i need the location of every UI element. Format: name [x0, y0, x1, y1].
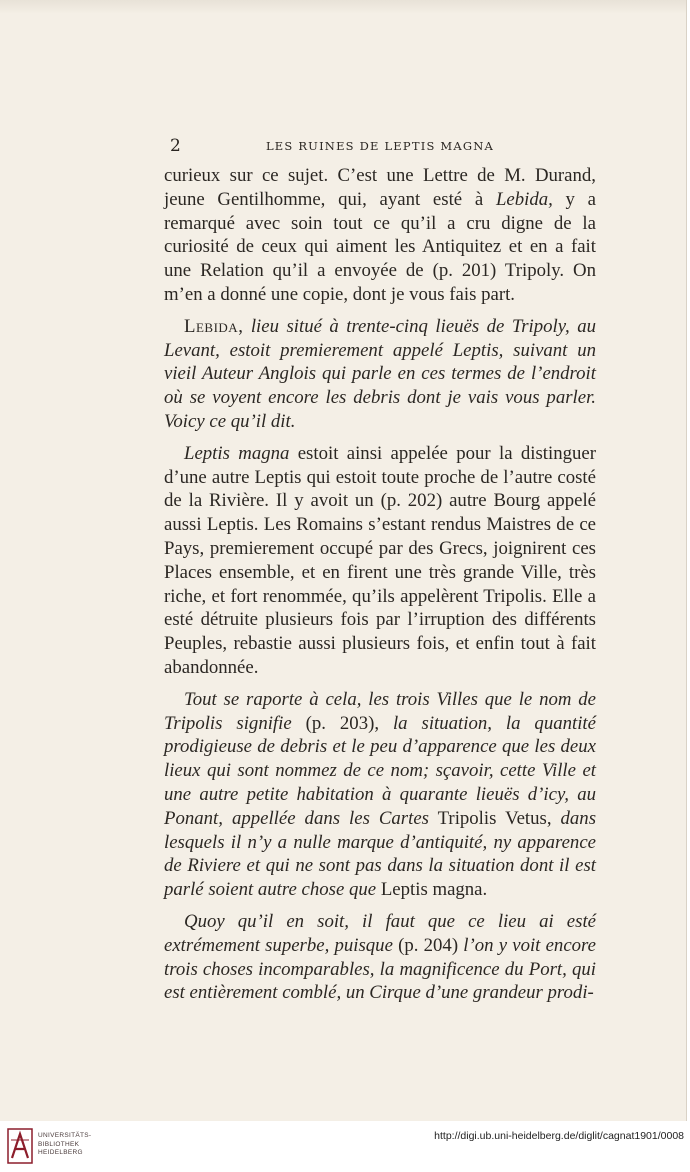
paragraph-2 — [164, 315, 596, 434]
library-name-line-3: HEIDELBERG — [38, 1149, 83, 1156]
paragraph-4-part-a: Tout se raporte à cela, les trois Villes que le nom de Tripolis signifie — [164, 688, 596, 734]
paragraph-5-part-a: Quoy qu’il en soit, il faut que ce lieu ai esté extrémement superbe, puisque — [164, 910, 596, 956]
viewer-footer — [0, 1121, 690, 1172]
paragraph-4-part-f: Leptis magna. — [376, 879, 488, 901]
paragraph-5 — [164, 910, 596, 1005]
body-text — [164, 164, 596, 1005]
paragraph-1-place-name: Lebida, — [495, 188, 553, 210]
paragraph-4-part-e: dans lesquels il n’y a nulle marque d’antiquité, ny apparence de Riviere et qui ne sont pas dans la situation dont il est parlé soient autre chose que — [164, 807, 596, 901]
page-top-edge — [0, 0, 686, 14]
permalink-url[interactable]: http://digi.ub.uni-heidelberg.de/diglit/cagnat1901/0008 — [434, 1130, 684, 1142]
library-name — [38, 1132, 91, 1158]
paragraph-1 — [164, 164, 596, 307]
university-library-logo-icon — [7, 1128, 33, 1164]
paragraph-2-lead: Lebida, — [184, 315, 244, 337]
paragraph-2-text: lieu situé à trente-cinq lieuës de Tripoly, au Levant, estoit premierement appelé Leptis, suivant un vieil Auteur Anglois qui parle en ces termes de l’endroit où se voyent encore les debris dont je vais vous parler. Voicy ce qu’il dit. — [164, 315, 596, 432]
paragraph-1-text-rest: y a remarqué avec soin tout ce qu’il a cru digne de la curiosité de ceux qui aiment les Antiquitez et en a fait une Relation qu’il a envoyée de (p. 201) Tripoly. On m’en a donné une copie, dont je vous fais part. — [164, 188, 597, 305]
page-header — [164, 136, 596, 158]
paragraph-1-text: curieux sur ce sujet. C’est une Lettre de M. Durand, jeune Gentilhomme, qui, ayant esté à — [164, 165, 596, 210]
paragraph-5-page-ref: (p. 204) — [392, 934, 464, 956]
paragraph-4-part-d: Tripolis Vetus, — [428, 807, 561, 829]
paragraph-4-page-ref: (p. 203), — [291, 712, 393, 734]
running-head: LES RUINES DE LEPTIS MAGNA — [265, 139, 495, 153]
library-name-line-1: UNIVERSITÄTS- — [38, 1132, 92, 1139]
paragraph-4 — [164, 688, 596, 902]
paragraph-3-text: estoit ainsi appelée pour la distinguer d’une autre Leptis qui estoit toute proche de l’autre costé de la Rivière. Il y avoit un (p. 202) autre Bourg appelé aussi Leptis. Les Romains s’estant rendus Maistres de ce Pays, premierement occupé par des Grecs, joignirent ces Places ensemble, et en firent une très grande Ville, très riche, et fort renommée, qu’ils appelèrent Tripolis. Elle a esté détruite plusieurs fois par l’irruption des différents Peuples, rebastie aussi plusieurs fois, et enfin tout à fait abandonnée. — [164, 442, 596, 678]
page-number: 2 — [170, 136, 181, 156]
library-name-line-2: BIBLIOTHEK — [38, 1140, 80, 1148]
paragraph-5-part-c: l’on y voit encore trois choses incomparables, la magnificence du Port, qui est entièrement comblé, un Cirque d’une grandeur prodi- — [164, 934, 596, 1004]
paragraph-4-part-c: la situation, la quantité prodigieuse de debris et le peu d’apparence que les deux lieux qui sont nommez de ce nom; sçavoir, cette Ville et une autre petite habitation à quarante lieuës d’icy, au Ponant, appellée dans les Cartes — [164, 712, 596, 829]
paragraph-3-lead: Leptis magna — [184, 442, 290, 464]
paragraph-3 — [164, 442, 596, 680]
